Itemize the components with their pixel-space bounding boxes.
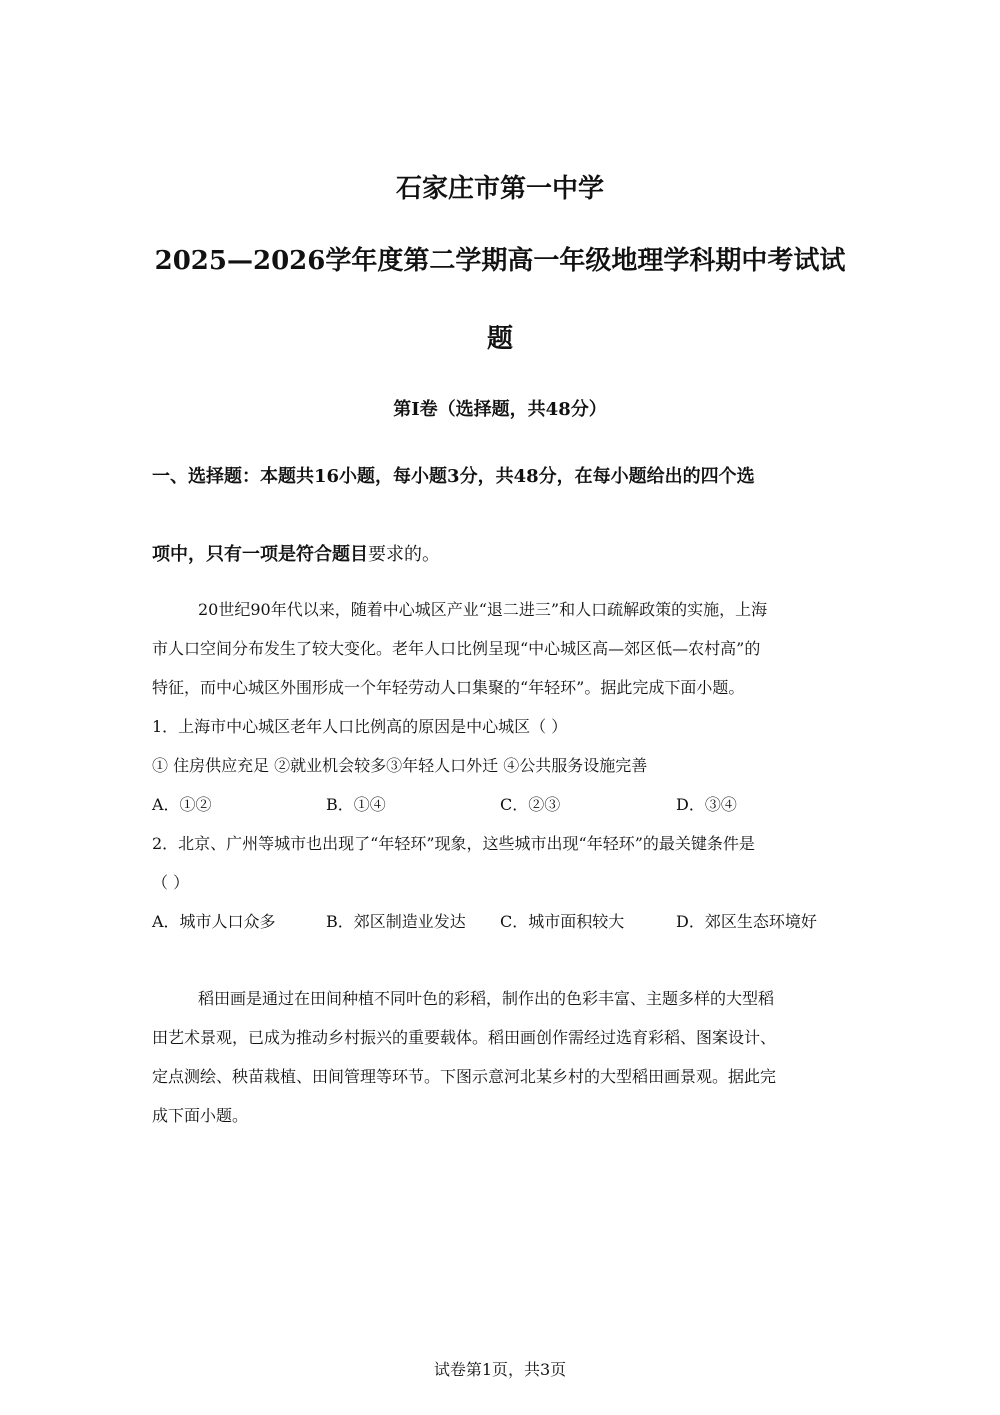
page-footer: 试卷第1页，共3页 <box>433 1360 567 1379</box>
q1-option-b: B．①④ <box>326 795 386 814</box>
instructions-line2-rest: 要求的。 <box>368 544 440 565</box>
q2-stem-line2: （ ） <box>152 873 190 892</box>
section-header: 第Ⅰ卷（选择题，共48分） <box>393 399 607 420</box>
passage1-line2: 市人口空间分布发生了较大变化。老年人口比例呈现“中心城区高—郊区低—农村高”的 <box>152 639 761 658</box>
q2-option-d: D．郊区生态环境好 <box>676 912 817 931</box>
q1-items: ① 住房供应充足 ②就业机会较多③年轻人口外迁 ④公共服务设施完善 <box>152 756 648 775</box>
q2-stem-line1: 2．北京、广州等城市也出现了“年轻环”现象，这些城市出现“年轻环”的最关键条件是 <box>152 834 755 853</box>
exam-title-line1: 2025—2026学年度第二学期高一年级地理学科期中考试试 <box>154 246 846 276</box>
q2-option-a: A．城市人口众多 <box>152 912 276 931</box>
passage2-line2: 田艺术景观，已成为推动乡村振兴的重要载体。稻田画创作需经过选育彩稻、图案设计、 <box>152 1028 777 1047</box>
passage2-line4: 成下面小题。 <box>152 1106 249 1125</box>
q1-option-a: A．①② <box>152 795 212 814</box>
instructions-line1: 一、选择题：本题共16小题，每小题3分，共48分，在每小题给出的四个选 <box>152 466 755 487</box>
exam-title-line2: 题 <box>486 324 513 354</box>
passage2-line3: 定点测绘、秧苗栽植、田间管理等环节。下图示意河北某乡村的大型稻田画景观。据此完 <box>152 1067 777 1086</box>
q1-option-d: D．③④ <box>676 795 737 814</box>
school-name: 石家庄市第一中学 <box>395 174 604 204</box>
q2-option-b: B．郊区制造业发达 <box>326 912 466 931</box>
q2-option-c: C．城市面积较大 <box>500 912 625 931</box>
instructions-line2 <box>152 540 440 566</box>
passage1-line3: 特征，而中心城区外围形成一个年轻劳动人口集聚的“年轻环”。据此完成下面小题。 <box>152 678 745 697</box>
q1-stem: 1．上海市中心城区老年人口比例高的原因是中心城区（ ） <box>152 717 568 736</box>
passage2-line1: 稻田画是通过在田间种植不同叶色的彩稻，制作出的色彩丰富、主题多样的大型稻 <box>198 989 775 1008</box>
q1-option-c: C．②③ <box>500 795 561 814</box>
passage1-line1: 20世纪90年代以来，随着中心城区产业“退二进三”和人口疏解政策的实施，上海 <box>198 600 768 619</box>
instructions-line2-bold: 项中，只有一项是符合题目 <box>152 544 368 565</box>
